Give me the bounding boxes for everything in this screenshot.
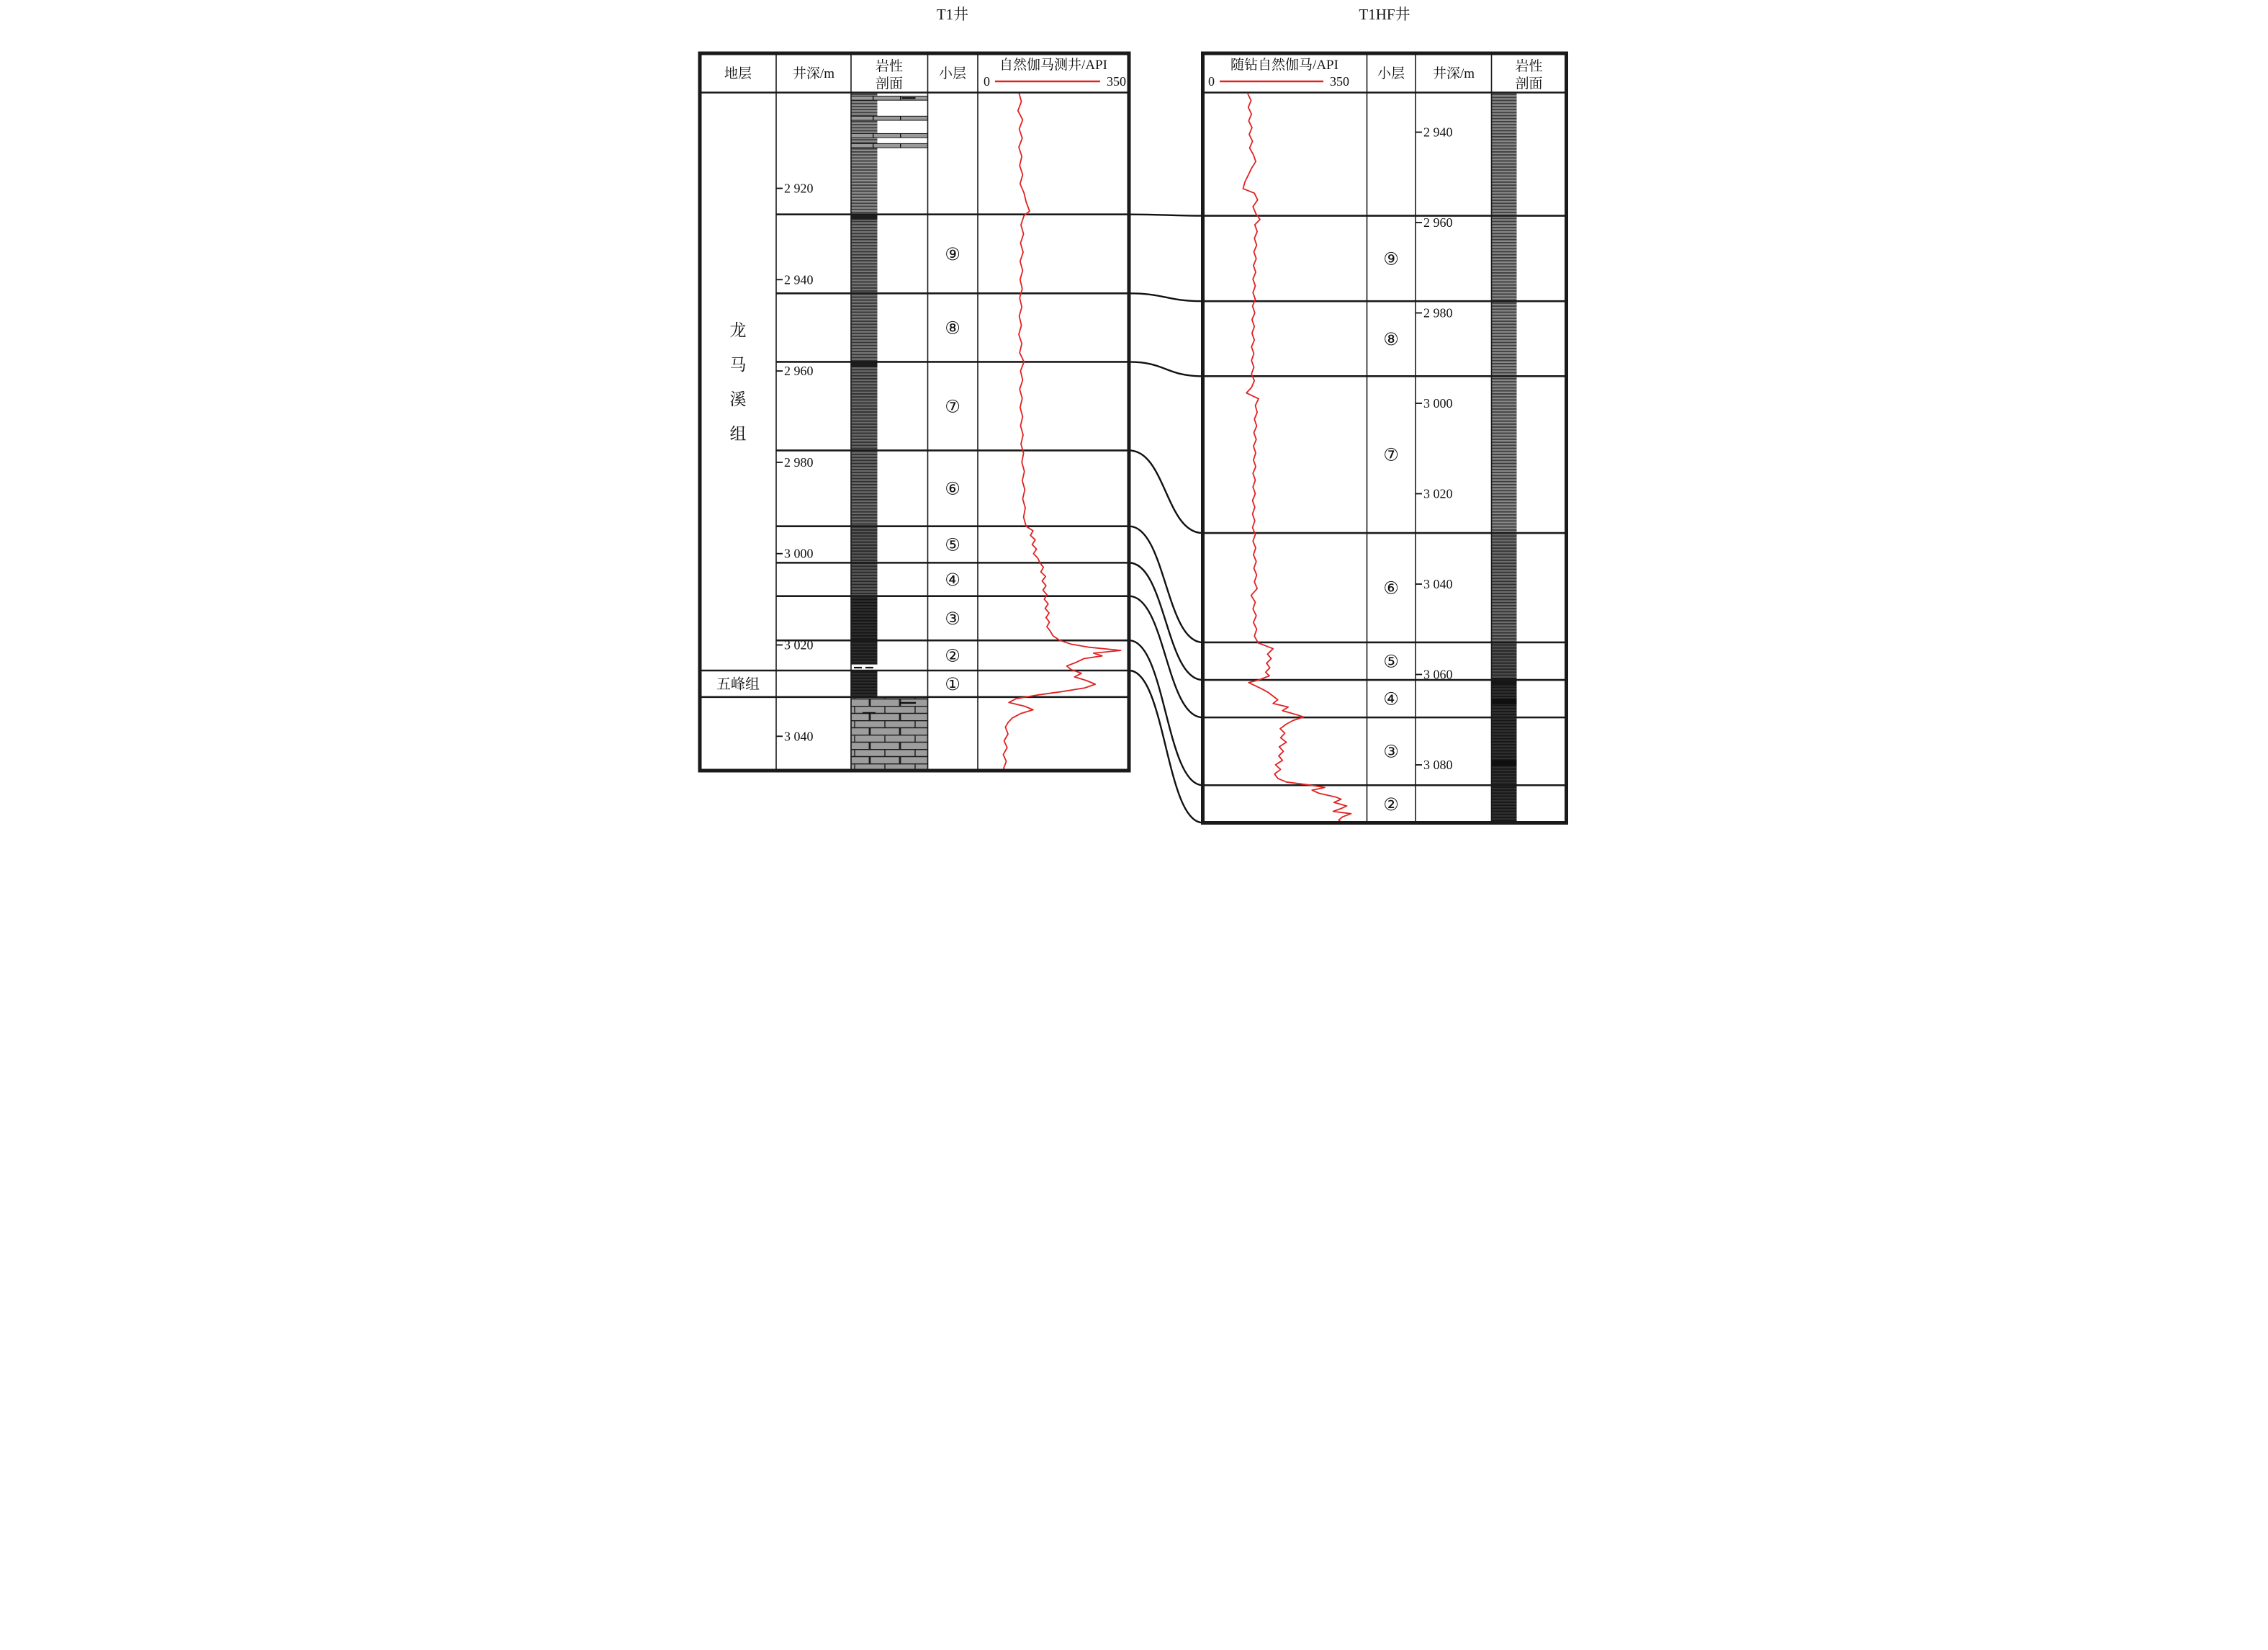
- left-header-depth: 井深/m: [792, 66, 834, 81]
- depth-label: 3 000: [1423, 396, 1452, 411]
- layer-number: ⑨: [944, 243, 960, 264]
- depth-label: 3 080: [1423, 758, 1452, 772]
- left-gr-scale-min: 0: [983, 74, 990, 89]
- layer-number: ①: [944, 673, 960, 694]
- left-well-title: T1井: [936, 6, 968, 23]
- lith-silt-interbed: [851, 96, 928, 100]
- layer-number: ②: [1382, 794, 1399, 815]
- correlation-line: [1129, 362, 1203, 376]
- layer-number: ⑦: [944, 396, 960, 417]
- lith-limestone: [851, 697, 928, 771]
- correlation-line: [1129, 596, 1203, 717]
- depth-label: 2 960: [1423, 215, 1452, 230]
- depth-label: 3 020: [783, 637, 813, 653]
- lith-silt-interbed: [851, 116, 928, 120]
- lith-interbed-joint: [900, 96, 901, 100]
- right-header-lith-1: 岩性: [1514, 59, 1543, 74]
- right-header-layer: 小层: [1377, 66, 1405, 81]
- lith-shale-segment: [1491, 761, 1516, 766]
- lith-band-dash: [865, 667, 873, 668]
- lith-limestone-dash: [863, 712, 876, 714]
- gamma-ray-curve: [1003, 92, 1120, 770]
- right-gr-scale-max: 350: [1329, 74, 1349, 89]
- correlation-line: [1129, 562, 1203, 680]
- depth-label: 3 000: [783, 546, 813, 561]
- layer-number: ⑤: [1382, 651, 1399, 672]
- well-correlation-figure: [567, 0, 1701, 825]
- depth-label: 3 040: [783, 729, 813, 744]
- lith-interbed-joint: [900, 116, 901, 120]
- lith-interbed-dash: [901, 97, 915, 99]
- layer-number: ④: [1382, 689, 1399, 709]
- depth-label: 3 020: [1423, 486, 1452, 501]
- well-correlation-svg: [567, 0, 1701, 825]
- lith-shale-segment: [1491, 678, 1516, 686]
- lith-shale-stripes: [851, 671, 878, 697]
- right-well-title: T1HF井: [1358, 6, 1410, 23]
- lith-shale-stripes: [851, 526, 878, 596]
- left-header-lith-1: 岩性: [875, 59, 903, 74]
- correlation-line: [1129, 526, 1203, 642]
- layer-number: ⑦: [1382, 444, 1399, 465]
- gamma-ray-curve: [1243, 94, 1351, 822]
- lith-interbed-joint: [900, 143, 901, 148]
- layer-number: ③: [1382, 741, 1399, 762]
- left-header-strat: 地层: [724, 66, 752, 81]
- lith-shale-stripes: [851, 92, 878, 214]
- lith-shale-stripes: [851, 220, 878, 362]
- lith-limestone-dash: [900, 702, 916, 704]
- lith-shale-stripes: [1491, 533, 1516, 642]
- left-header-layer: 小层: [938, 66, 966, 81]
- correlation-lines-layer: [1129, 215, 1203, 823]
- labels-layer: [716, 125, 1453, 815]
- lith-shale-stripes: [851, 367, 878, 526]
- layer-number: ⑤: [944, 534, 960, 555]
- right-header-depth: 井深/m: [1432, 66, 1475, 81]
- layer-number: ②: [944, 645, 960, 666]
- left-header-lith-2: 剖面: [875, 76, 903, 91]
- depth-label: 2 940: [1423, 125, 1452, 140]
- formation-name-char: 马: [729, 355, 746, 374]
- right-gr-scale-min: 0: [1207, 74, 1215, 89]
- lith-silt-interbed: [851, 133, 928, 138]
- layer-number: ⑥: [944, 478, 960, 499]
- formation-name-char: 组: [729, 424, 746, 443]
- depth-label: 2 980: [1423, 305, 1452, 320]
- right-header-gr-title: 随钻自然伽马/API: [1230, 58, 1338, 73]
- lith-interbed-joint: [900, 133, 901, 138]
- lith-band-dash: [854, 667, 862, 668]
- layer-number: ④: [944, 570, 960, 591]
- layer-number: ⑥: [1382, 578, 1399, 598]
- depth-label: 2 980: [783, 454, 813, 470]
- formation-name: 五峰组: [716, 676, 760, 693]
- depth-label: 2 960: [783, 364, 813, 379]
- left-header-gr-title: 自然伽马测井/API: [999, 58, 1107, 73]
- layer-number: ③: [944, 608, 960, 629]
- lith-shale-segment: [1491, 699, 1516, 704]
- right-header-lith-2: 剖面: [1514, 76, 1543, 91]
- formation-name-char: 溪: [729, 390, 746, 408]
- correlation-line: [1129, 215, 1203, 216]
- gamma-curves-layer: [1003, 92, 1351, 822]
- layer-number: ⑧: [1382, 328, 1399, 349]
- left-panel-frame: [700, 53, 1129, 771]
- lithology-layer: [851, 92, 1517, 822]
- lith-silt-interbed: [851, 143, 928, 148]
- depth-label: 2 920: [783, 181, 813, 196]
- correlation-line: [1129, 293, 1203, 301]
- correlation-line: [1129, 671, 1203, 822]
- correlation-line: [1129, 450, 1203, 533]
- left-gr-scale-max: 350: [1106, 74, 1126, 89]
- lith-shale-stripes: [1491, 686, 1516, 823]
- layer-number: ⑧: [944, 318, 960, 338]
- depth-label: 3 060: [1423, 667, 1452, 682]
- lith-shale-stripes: [851, 596, 878, 665]
- lith-shale-stripes: [1491, 642, 1516, 678]
- formation-name-char: 龙: [729, 320, 746, 339]
- depth-label: 3 040: [1423, 577, 1452, 591]
- lith-shale-stripes: [1491, 92, 1516, 533]
- depth-label: 2 940: [783, 272, 813, 287]
- layer-number: ⑨: [1382, 248, 1399, 269]
